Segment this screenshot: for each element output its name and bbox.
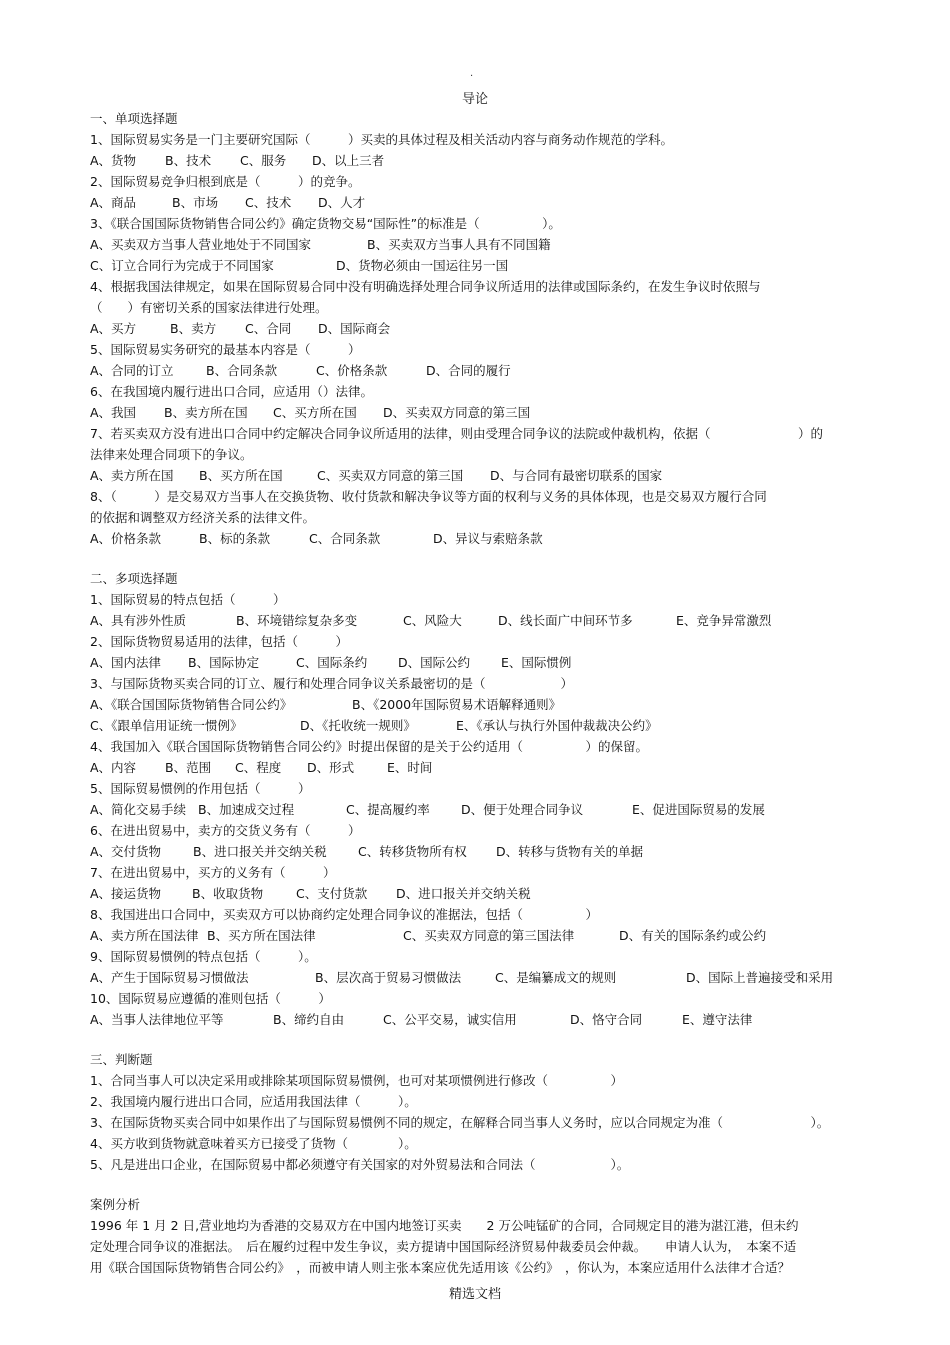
question-text: 10、国际贸易应遵循的准则包括（ ） [90, 991, 331, 1006]
answer-option[interactable]: D、形式 [307, 760, 355, 775]
answer-option[interactable]: D、恪守合同 [570, 1012, 643, 1027]
answer-option[interactable]: B、市场 [172, 195, 219, 210]
answer-option[interactable]: D、《托收统一规则》 [300, 718, 416, 733]
question-text: 5、凡是进出口企业，在国际贸易中都必须遵守有关国家的对外贸易法和合同法（ ）。 [90, 1157, 630, 1172]
question-text: 7、在进出贸易中，买方的义务有（ ） [90, 865, 336, 880]
question-text: （ ）有密切关系的国家法律进行处理。 [90, 300, 328, 315]
option-row [90, 150, 870, 171]
answer-option[interactable]: D、线长面广中间环节多 [498, 613, 633, 628]
section-spacer [90, 1175, 870, 1194]
question-text: 8、（ ）是交易双方当事人在交换货物、收付货款和解决争议等方面的权利与义务的具体体现，也是交易双方履行合同 [90, 489, 767, 504]
answer-option[interactable]: C、程度 [235, 760, 282, 775]
question-text: 用《联合国国际货物销售合同公约》 ，而被申请人则主张本案应优先适用该《公约》 ，你认为，本案应适用什么法律才合适？ [90, 1260, 791, 1275]
answer-option[interactable]: C、买卖双方同意的第三国法律 [403, 928, 575, 943]
answer-option[interactable]: D、以上三者 [312, 153, 385, 168]
answer-option[interactable]: E、竞争异常激烈 [676, 613, 772, 628]
question-text: 4、我国加入《联合国国际货物销售合同公约》时提出保留的是关于公约适用（ ）的保留。 [90, 739, 648, 754]
answer-option[interactable]: C、合同 [245, 321, 292, 336]
document-body [90, 108, 870, 1278]
header-dot: . [470, 68, 474, 79]
answer-option[interactable]: B、缔约自由 [273, 1012, 345, 1027]
option-row [90, 652, 870, 673]
answer-option[interactable]: D、国际上普遍接受和采用 [686, 970, 834, 985]
answer-option[interactable]: D、异议与索赔条款 [433, 531, 543, 546]
option-row [90, 402, 870, 423]
answer-option[interactable]: A、当事人法律地位平等 [90, 1012, 224, 1027]
question-text: 的依据和调整双方经济关系的法律文件。 [90, 510, 316, 525]
option-row [90, 799, 870, 820]
answer-option[interactable]: A、合同的订立 [90, 363, 174, 378]
option-row [90, 967, 870, 988]
answer-option[interactable]: C、买方所在国 [273, 405, 357, 420]
section-heading: 一、单项选择题 [90, 111, 178, 126]
option-row [90, 360, 870, 381]
answer-option[interactable]: B、范围 [165, 760, 212, 775]
option-row [90, 318, 870, 339]
answer-option[interactable]: E、促进国际贸易的发展 [632, 802, 765, 817]
answer-option[interactable]: D、转移与货物有关的单据 [496, 844, 644, 859]
answer-option[interactable]: C、技术 [245, 195, 292, 210]
answer-option[interactable]: D、货物必须由一国运往另一国 [336, 258, 509, 273]
question-text: 8、我国进出口合同中，买卖双方可以协商约定处理合同争议的准据法，包括（ ） [90, 907, 598, 922]
option-row [90, 234, 870, 255]
answer-option[interactable]: B、技术 [165, 153, 212, 168]
answer-option[interactable]: A、国内法律 [90, 655, 162, 670]
answer-option[interactable]: A、具有涉外性质 [90, 613, 187, 628]
question-text: 2、国际贸易竞争归根到底是（ ）的竞争。 [90, 174, 361, 189]
option-row [90, 715, 870, 736]
option-row [90, 694, 870, 715]
answer-option[interactable]: A、我国 [90, 405, 137, 420]
answer-option[interactable]: B、层次高于贸易习惯做法 [315, 970, 462, 985]
answer-option[interactable]: C、买卖双方同意的第三国 [317, 468, 464, 483]
section-heading: 二、多项选择题 [90, 571, 178, 586]
answer-option[interactable]: D、便于处理合同争议 [461, 802, 584, 817]
question-text: 4、买方收到货物就意味着买方已接受了货物（ ）。 [90, 1136, 417, 1151]
answer-option[interactable]: A、价格条款 [90, 531, 162, 546]
answer-option[interactable]: C、转移货物所有权 [358, 844, 467, 859]
answer-option[interactable]: B、国际协定 [188, 655, 260, 670]
answer-option[interactable]: B、买方所在国法律 [207, 928, 316, 943]
question-text: 6、在进出贸易中，卖方的交货义务有（ ） [90, 823, 361, 838]
answer-option[interactable]: A、卖方所在国法律 [90, 928, 199, 943]
answer-option[interactable]: B、买卖双方当事人具有不同国籍 [367, 237, 551, 252]
answer-option[interactable]: C、服务 [240, 153, 287, 168]
answer-option[interactable]: E、国际惯例 [501, 655, 572, 670]
answer-option[interactable]: B、标的条款 [199, 531, 271, 546]
question-text: 定处理合同争议的准据法。 后在履约过程中发生争议，卖方提请中国国际经济贸易仲裁委员会仲裁。 申请人认为， 本案不适 [90, 1239, 797, 1254]
question-text: 6、在我国境内履行进出口合同，应适用（）法律。 [90, 384, 373, 399]
answer-option[interactable]: B、收取货物 [192, 886, 264, 901]
question-text: 3、在国际货物买卖合同中如果作出了与国际贸易惯例不同的规定，在解释合同当事人义务时，应以合同规定为准（ ）。 [90, 1115, 830, 1130]
answer-option[interactable]: C、国际条约 [296, 655, 368, 670]
answer-option[interactable]: D、与合同有最密切联系的国家 [490, 468, 663, 483]
option-row [90, 925, 870, 946]
answer-option[interactable]: A、《联合国国际货物销售合同公约》 [90, 697, 293, 712]
question-text: 1、合同当事人可以决定采用或排除某项国际贸易惯例，也可对某项惯例进行修改（ ） [90, 1073, 623, 1088]
option-row [90, 192, 870, 213]
answer-option[interactable]: C、合同条款 [309, 531, 381, 546]
answer-option[interactable]: C、支付货款 [296, 886, 368, 901]
answer-option[interactable]: B、进口报关并交纳关税 [193, 844, 327, 859]
answer-option[interactable]: E、遵守法律 [682, 1012, 753, 1027]
question-text: 2、国际货物贸易适用的法律，包括（ ） [90, 634, 348, 649]
answer-option[interactable]: A、内容 [90, 760, 137, 775]
question-text: 3、与国际货物买卖合同的订立、履行和处理合同争议关系最密切的是（ ） [90, 676, 573, 691]
answer-option[interactable]: D、国际商会 [318, 321, 391, 336]
answer-option[interactable]: D、人才 [318, 195, 366, 210]
answer-option[interactable]: C、提高履约率 [346, 802, 430, 817]
answer-option[interactable]: C、风险大 [403, 613, 462, 628]
answer-option[interactable]: D、国际公约 [398, 655, 471, 670]
answer-option[interactable]: B、合同条款 [206, 363, 278, 378]
answer-option[interactable]: A、卖方所在国 [90, 468, 174, 483]
section-heading: 案例分析 [90, 1197, 141, 1212]
answer-option[interactable]: A、交付货物 [90, 844, 162, 859]
answer-option[interactable]: A、接运货物 [90, 886, 162, 901]
answer-option[interactable]: C、《跟单信用证统一惯例》 [90, 718, 243, 733]
question-text: 5、国际贸易惯例的作用包括（ ） [90, 781, 311, 796]
question-text: 1996 年 1 月 2 日,营业地均为香港的交易双方在中国内地签订买卖 2 万公吨锰矿的合同，合同规定目的港为湛江港，但未约 [90, 1218, 799, 1233]
section-heading: 三、判断题 [90, 1052, 153, 1067]
answer-option[interactable]: B、卖方 [170, 321, 217, 336]
question-text: 9、国际贸易惯例的特点包括（ ）。 [90, 949, 317, 964]
section-spacer [90, 549, 870, 568]
page-footer: 精选文档 [448, 1287, 501, 1302]
answer-option[interactable]: B、《2000年国际贸易术语解释通则》 [352, 697, 562, 712]
option-row [90, 1009, 870, 1030]
answer-option[interactable]: C、公平交易，诚实信用 [383, 1012, 517, 1027]
question-text: 法律来处理合同项下的争议。 [90, 447, 253, 462]
option-row [90, 465, 870, 486]
answer-option[interactable]: A、产生于国际贸易习惯做法 [90, 970, 249, 985]
answer-option[interactable]: A、货物 [90, 153, 137, 168]
option-row [90, 528, 870, 549]
section-spacer [90, 1030, 870, 1049]
answer-option[interactable]: B、加速成交过程 [198, 802, 295, 817]
answer-option[interactable]: E、时间 [387, 760, 433, 775]
answer-option[interactable]: A、买卖双方当事人营业地处于不同国家 [90, 237, 312, 252]
question-text: 2、我国境内履行进出口合同，应适用我国法律（ ）。 [90, 1094, 417, 1109]
question-text: 4、根据我国法律规定，如果在国际贸易合同中没有明确选择处理合同争议所适用的法律或国际条约，在发生争议时依照与 [90, 279, 761, 294]
answer-option[interactable]: E、《承认与执行外国仲裁裁决公约》 [456, 718, 658, 733]
question-text: 7、若买卖双方没有进出口合同中约定解决合同争议所适用的法律，则由受理合同争议的法院或仲裁机构，依据（ ）的 [90, 426, 823, 441]
answer-option[interactable]: A、买方 [90, 321, 137, 336]
option-row [90, 255, 870, 276]
option-row [90, 841, 870, 862]
answer-option[interactable]: D、合同的履行 [426, 363, 511, 378]
question-text: 1、国际贸易实务是一门主要研究国际（ ）买卖的具体过程及相关活动内容与商务动作规范的学科。 [90, 132, 673, 147]
answer-option[interactable]: C、价格条款 [316, 363, 388, 378]
option-row [90, 610, 870, 631]
answer-option[interactable]: C、是编纂成文的规则 [495, 970, 617, 985]
question-text: 5、国际贸易实务研究的最基本内容是（ ） [90, 342, 361, 357]
option-row [90, 757, 870, 778]
answer-option[interactable]: B、卖方所在国 [164, 405, 248, 420]
page-title: 导论 [461, 92, 488, 107]
question-text: 3、《联合国国际货物销售合同公约》确定货物交易“国际性”的标准是（ ）。 [90, 216, 561, 231]
answer-option[interactable]: A、简化交易手续 [90, 802, 187, 817]
answer-option[interactable]: D、买卖双方同意的第三国 [383, 405, 531, 420]
question-text: 1、国际贸易的特点包括（ ） [90, 592, 286, 607]
answer-option[interactable]: D、有关的国际条约或公约 [619, 928, 767, 943]
option-row [90, 883, 870, 904]
answer-option[interactable]: D、进口报关并交纳关税 [396, 886, 531, 901]
answer-option[interactable]: A、商品 [90, 195, 137, 210]
answer-option[interactable]: B、环境错综复杂多变 [236, 613, 358, 628]
answer-option[interactable]: B、买方所在国 [199, 468, 283, 483]
answer-option[interactable]: C、订立合同行为完成于不同国家 [90, 258, 274, 273]
